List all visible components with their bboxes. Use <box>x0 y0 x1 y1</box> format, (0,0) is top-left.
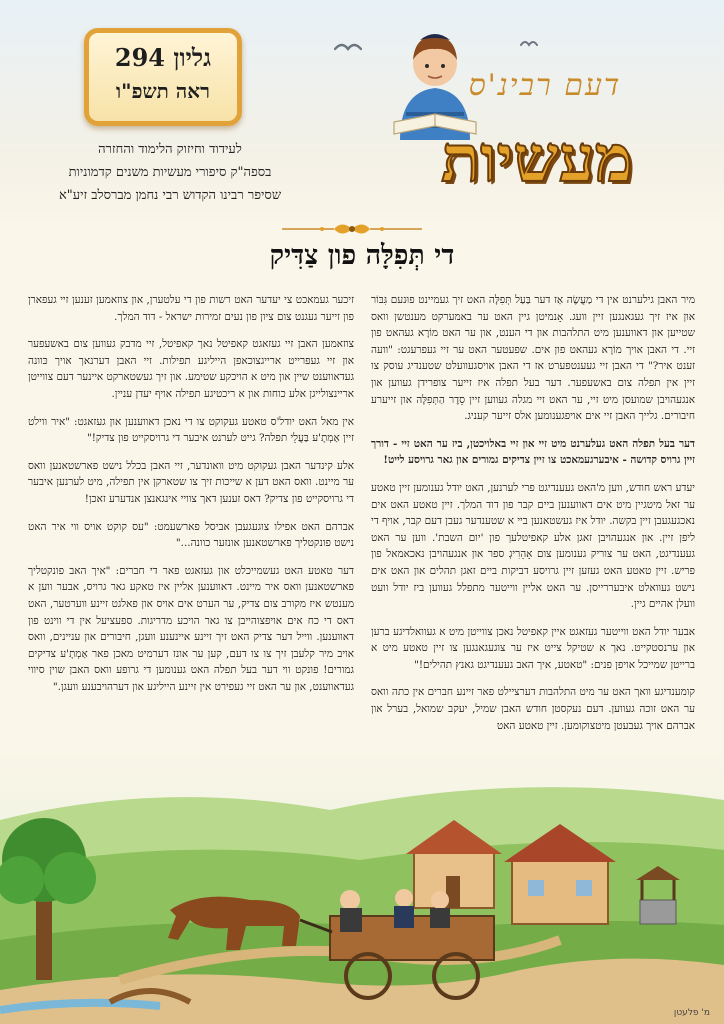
subtitle-line: לעידוד וחיזוק הלימוד והחזרה <box>98 142 242 157</box>
bird-icon <box>334 40 362 56</box>
article-title: די תְּפִלָּה פון צַדִּיק <box>269 240 455 271</box>
artist-signature: מ' פלעטן <box>673 1008 710 1018</box>
bird-icon <box>520 38 538 50</box>
village-scene-illustration <box>0 740 724 1024</box>
subtitle-line: בספה"ק סיפורי מעשיות משנים קדמוניות <box>68 165 272 180</box>
paragraph: קומענדיגע וואך האט ער מיט התלהבות דערציילט פאר זיינע חברים אין כתה וואס ער האט זוכה געווען. דעם נעקסטן חודש האבן שמיל, יעקב שמואל, בערל און אברהם אויך געבעטן מיטצוקומען. זיין טאטע האט <box>371 686 695 732</box>
issue-box <box>84 28 242 126</box>
paragraph: יעדע ראש חודש, ווען מ'האט געענדיגט פרי לערנען, האט יודל גענומען זיין טאטע ער זאל מיטגיין מיט אים דאווענען ביים קבר פון דוד המלך. זיין טאטע האט אים נאכגעגעבן זיין בקשה. יודל איז געשטאנען ביי א שטענדער געבן דעם קבר, אויף די ליפן זיין. און אנגעהויבן זאגן אלע קאפיטלעך פון 'יום השבת'. ווען ער האט געענדיגט, האט ער צוריק גענומען צום אָהֵרִיגְ ספר און אנגעהויבן נאכאמאל פון פריש. זיין טאטע האט געזען זיין גרויסע דביקות ביים זאגן תהלים און האט אים נישט געוואלט איבעררייסן. ער האט אליין ווייטער מתפלל געווען ביז יודל וועט וועלן אהיים גיין. <box>371 481 695 611</box>
article-column-left <box>28 292 354 706</box>
brand-script: דעם רבינ'ס <box>468 68 622 103</box>
paragraph: אברהם האט אפילו צוגעגעבן אביסל פארשעמט: "עס קוקט אויס ווי איר האט נישט פונקטליך פארשטאנען אונזער כוונה..." <box>28 520 354 550</box>
paragraph: דער טאטע האט געשמייכלט און געזאגט פאר די חברים: "איך האב פונקטליך פארשטאנען וואס איר מיינט. דאווענען אליין איז טאקע גאר גרויס, אבער ווען א מענטש איז מקורב צום צדיק, ער הערט אים אויס און פאלגט זיינע ווערטער, האט דאס די כח אים אויפצוהייבן צו גאר הויכע מדריגות. ספעציעל אין די ווינט פון דאווענען. ווייל דער צדיק האט זיך זיינע איינענע וועגן, חיבורים און עניינים, וואס אויב מיר קלעבן זיך צו צו דעם, קען ער אונז דערמיט מאכן פאר אַמְתָ'ע צדיקים גמורים! פונקט ווי דער בעל תפלה האט גענומען די גרופע וואס האבן שוין סיווי געדאווענט, און ער האט זיי געפירט אין זיינע הייליגע און דערהויבענע וועגן." <box>28 564 354 693</box>
article-column-right <box>371 292 695 745</box>
paragraph: זיכער געמאכט צי יעדער האט רשות פון די עלטערן, און צוזאמען זענען זיי געפארן פון זייער געגנט צום ציון פון נעים זמירות ישראל - דוד המלך. <box>28 294 354 323</box>
paragraph: אלע קינדער האבן געקוקט מיט וואונדער, זיי האבן בכלל נישט פארשטאנען וואס ער מיינט. וואס האט דען א שייכות זיך צו שטארקן אין תפילה, מיט לערנען איבער די גרויסקייט פון צדיק? דאס זענען דאך צוויי אינגאנצן אנדערע זאכן! <box>28 459 354 505</box>
paragraph: צוזאמען האבן זיי געזאגט קאפיטל נאך קאפיטל, זיי מדבק געווען צום באשעפער און זיי געפרייט ארייגצוכאפן הייליגע תפילות. זיי האבן דערנאך אויך כּוונה געדאווענט שיין און מיט א הויכקע שטימע. און זיך געשטארקט איינער דעם צווייטן אריינצולייגן אלע כוחות און א ריכטיגע תפילה אויף יעדן עניין. <box>28 338 354 400</box>
paragraph: אבער יודל האט ווייטער געזאגט איין קאפיטל נאכן צווייטן מיט א געוואלדיגע ברען און ערנסטקייט. נאך א שטיקל צייט איז ער צוגעגאנגען צו זיין טאטע מיט א ברייטן שמייכל אויפן פנים: "טאטע, איך האב געענדיגט גאנץ תהילים!" <box>371 625 695 671</box>
paragraph: מיר האבן גילערנט אין די מַעֲשֶׂה אַז דער בַּעַל תְּפִלָּה האט זיך געמיינט פוּנעם גִּבּוֹר און איז זיך געגאנגען זיין וועג. אָנמיטן גיין האט ער באמערקט מענטשן וואס שטייען און דאווענען מיט התלהבות און די הענט, און ער האט מוֹרָא געהאט פון זיי. די האבן אויך מוֹרָא געהאט פון אים. שפעטער האט ער זיי געפרעגט: "וועה זענט איר?" די האבן זיי געענטפערט אז די האבן אויסגעוועלט שטענדיג עוסק צו זיין אין תפלה צום באשעפער. דער בעל תפלה איז זייער צופרידן געווען און אנגעהויבן שמועסן מיט זיי, ער האט זיי מגלה געווען זיין סֵדֶר הַתְּפִלָּה און זייערע חיבורים. גלייך האבן זיי אים אויפגענומען אלס זייער קעניג. <box>371 294 695 423</box>
brand-title: מעשיות <box>441 122 633 197</box>
paragraph: אין מאל האט יודל'ס טאטע געקוקט צו די נאכן דאווענען און געזאגט: "איר ווילט זיין אַמְתָ'ע בַּעֲלֵי תפלה? גייט לערנט איבער די גרויסקייט פון צדיק!" <box>28 415 354 445</box>
issue-number: גליון 294 <box>114 43 212 72</box>
issue-parsha: ראה תשפ"ו <box>116 79 210 103</box>
paragraph: דער בעל תפלה האט געלערנט מיט זיי און זיי באלויכטן, ביז ער האט זיי - דורך זיין גרויס קדושה - איבערגעמאכט צו זיין צדיקים גמורים און גאר גרויסע לייט! <box>371 437 695 467</box>
subtitle <box>20 138 320 207</box>
subtitle-line: שסיפר רבינו הקדוש רבי נחמן מברסלב זיע"א <box>58 188 282 203</box>
ornament-divider <box>282 220 422 238</box>
